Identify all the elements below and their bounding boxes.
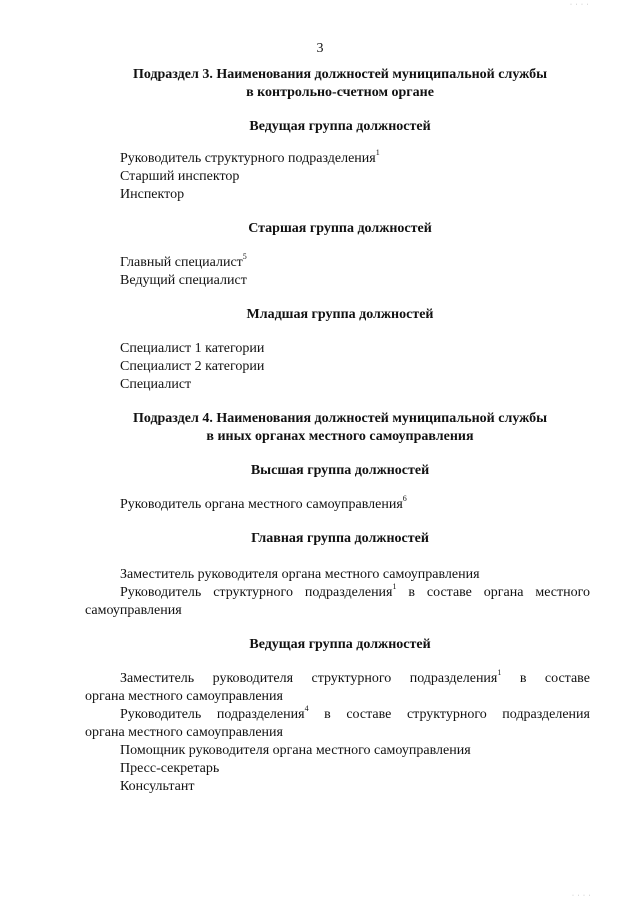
group-heading-highest-s4: Высшая группа должностей xyxy=(250,463,430,478)
position-item-justified: Руководитель подразделения$^4$ в составе структурного подразделения xyxy=(120,704,590,722)
position-item: Помощник руководителя органа местного самоуправления xyxy=(120,743,471,758)
position-item: Главный специалист$^5$ xyxy=(120,252,247,270)
position-item-justified: Заместитель руководителя структурного подразделения$^1$ в составе xyxy=(120,668,590,686)
subsection-4-title-line-2: в иных органах местного самоуправления xyxy=(206,429,474,444)
position-item: Заместитель руководителя органа местного самоуправления xyxy=(120,567,480,582)
group-heading-main-s4: Главная группа должностей xyxy=(251,531,429,546)
position-item: Руководитель структурного подразделения$^1$ xyxy=(120,148,380,166)
subsection-3-title-line-1: Подраздел 3. Наименования должностей муниципальной службы xyxy=(132,67,548,82)
position-item-continuation: самоуправления xyxy=(85,603,182,618)
group-heading-junior-s3: Младшая группа должностей xyxy=(246,307,434,322)
subsection-3-title-line-2: в контрольно-счетном органе xyxy=(246,85,434,100)
group-heading-senior-s3: Старшая группа должностей xyxy=(248,221,432,236)
position-item-continuation: органа местного самоуправления xyxy=(85,689,283,704)
position-item: Специалист 2 категории xyxy=(120,359,265,374)
page-number: 3 xyxy=(316,41,324,56)
position-item-justified: Руководитель структурного подразделения$^1$ в составе органа местного xyxy=(120,582,590,600)
position-item: Инспектор xyxy=(120,187,185,202)
group-heading-leading-s3: Ведущая группа должностей xyxy=(249,119,431,134)
subsection-4-title-line-1: Подраздел 4. Наименования должностей муниципальной службы xyxy=(132,411,548,426)
position-item-continuation: органа местного самоуправления xyxy=(85,725,283,740)
position-item: Специалист 1 категории xyxy=(120,341,265,356)
group-heading-leading-s4: Ведущая группа должностей xyxy=(249,637,431,652)
scan-mark: · · · · xyxy=(570,2,590,8)
position-item: Консультант xyxy=(120,779,195,794)
position-item: Специалист xyxy=(120,377,192,392)
position-item: Ведущий специалист xyxy=(120,273,247,288)
position-item: Пресс-секретарь xyxy=(120,761,220,776)
scan-mark: · · · · xyxy=(572,893,592,899)
position-item: Старший инспектор xyxy=(120,169,240,184)
position-item: Руководитель органа местного самоуправления$^6$ xyxy=(120,494,407,512)
